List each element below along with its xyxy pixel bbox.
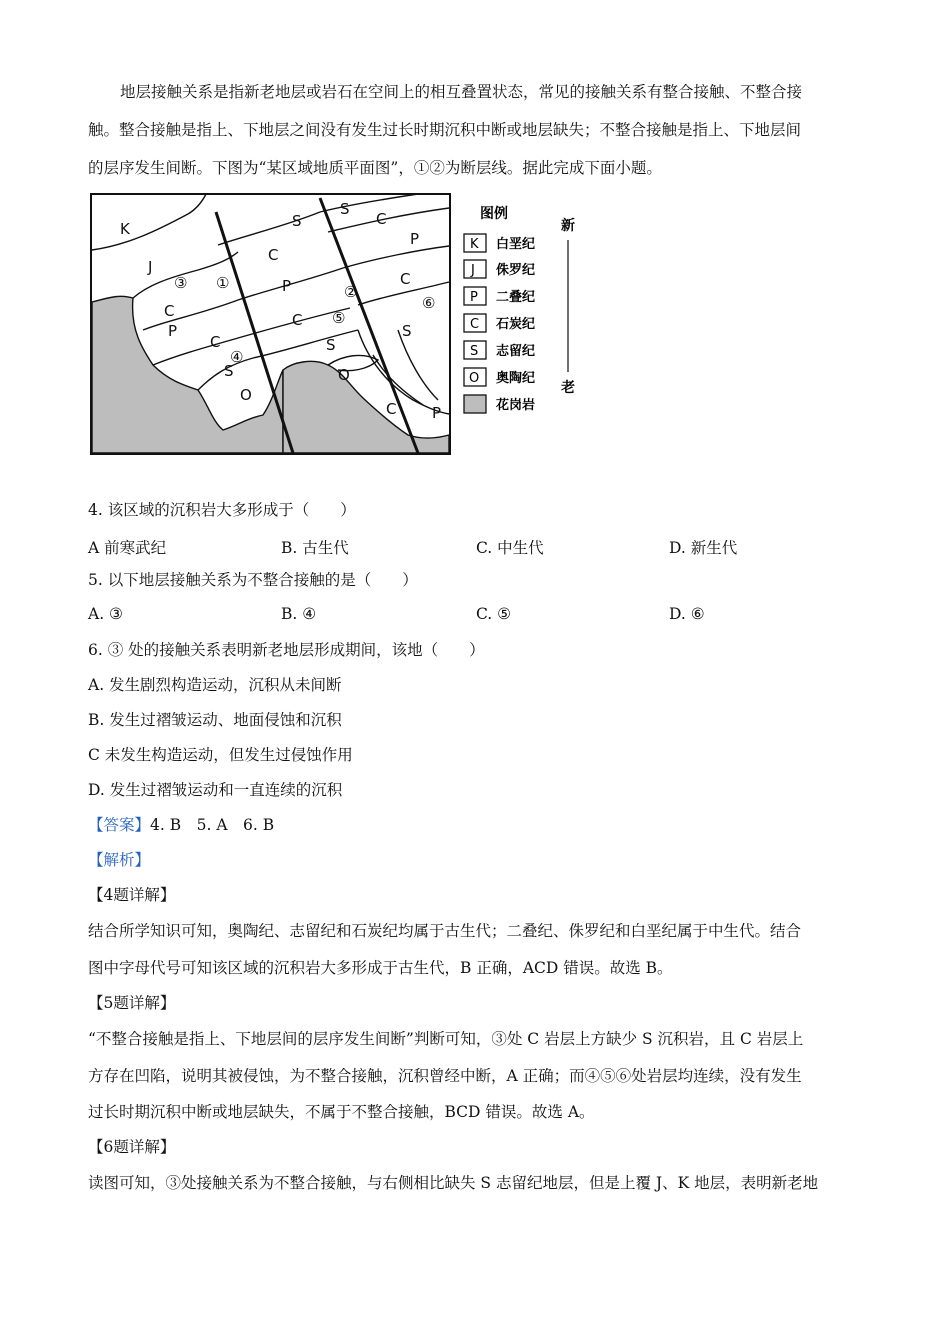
legend-item — [464, 368, 535, 386]
q6-option-d: D. 发生过褶皱运动和一直连续的沉积 — [88, 781, 343, 799]
map-label: S — [224, 362, 234, 380]
q6-stem: 6. ③ 处的接触关系表明新老地层形成期间，该地（ ） — [88, 641, 485, 659]
q5-option-a: A. ③ — [88, 605, 123, 623]
answer-text: 4. B 5. A 6. B — [150, 816, 275, 834]
svg-text:石炭纪: 石炭纪 — [496, 317, 536, 332]
q4-option-a: A 前寒武纪 — [88, 539, 167, 557]
map-label: J — [148, 258, 153, 276]
detail-4-line: 结合所学知识可知，奥陶纪、志留纪和石炭纪均属于古生代；二叠纪、侏罗纪和白垩纪属于中生代。结合 — [88, 922, 802, 940]
intro-line: 的层序发生间断。下图为“某区域地质平面图”，①②为断层线。据此完成下面小题。 — [88, 159, 662, 177]
q5-option-b: B. ④ — [281, 605, 317, 623]
map-label: S — [340, 200, 350, 218]
q4-stem: 4. 该区域的沉积岩大多形成于（ ） — [88, 501, 356, 519]
map-label: P — [282, 277, 292, 295]
answer-line — [88, 815, 868, 835]
q5-option-d: D. ⑥ — [669, 605, 705, 623]
svg-text:侏罗纪: 侏罗纪 — [496, 263, 536, 278]
q4-option-d: D. 新生代 — [669, 539, 738, 557]
map-label: P — [168, 322, 178, 340]
map-label: S — [402, 322, 412, 340]
map-label: C — [376, 210, 387, 228]
legend-item — [464, 260, 535, 278]
legend-title: 图例 — [480, 206, 508, 222]
map-label: C — [268, 246, 279, 264]
svg-text:K: K — [470, 237, 479, 252]
q4-option-b: B. 古生代 — [281, 539, 349, 557]
svg-text:志留纪: 志留纪 — [496, 344, 536, 359]
svg-text:S: S — [470, 344, 479, 359]
svg-text:O: O — [469, 371, 480, 386]
map-label: C — [292, 311, 303, 329]
svg-text:二叠纪: 二叠纪 — [496, 290, 536, 305]
detail-5-line: 方存在凹陷，说明其被侵蚀，为不整合接触，沉积曾经中断，A 正确；而④⑤⑥处岩层均连续，没有发生 — [88, 1067, 802, 1085]
detail-6-title: 【6题详解】 — [88, 1138, 176, 1156]
analysis-label: 【解析】 — [88, 851, 151, 869]
legend-item-granite — [464, 395, 535, 413]
svg-text:花岗岩: 花岗岩 — [496, 398, 536, 413]
detail-5-line: 过长时期沉积中断或地层缺失，不属于不整合接触，BCD 错误。故选 A。 — [88, 1103, 595, 1121]
q4-option-c: C. 中生代 — [476, 539, 544, 557]
detail-5-line: “不整合接触是指上、下地层间的层序发生间断”判断可知，③处 C 岩层上方缺少 S 沉积岩，且 C 岩层上 — [88, 1030, 804, 1048]
map-label: C — [386, 400, 397, 418]
map-label: C — [210, 333, 221, 351]
detail-4-title: 【4题详解】 — [88, 886, 176, 904]
svg-text:白垩纪: 白垩纪 — [496, 237, 536, 252]
q5-option-c: C. ⑤ — [476, 605, 512, 623]
geologic-map-figure — [88, 190, 588, 458]
map-label: ⑥ — [422, 294, 436, 312]
legend-item — [464, 287, 535, 305]
legend-item — [464, 234, 535, 252]
map-label: S — [292, 212, 302, 230]
map-label: C — [400, 270, 411, 288]
map-label: K — [120, 220, 130, 238]
legend-item — [464, 314, 535, 332]
scale-new-label: 新 — [561, 218, 575, 234]
scale-old-label: 老 — [561, 380, 575, 396]
svg-text:C: C — [470, 317, 480, 332]
map-label: ④ — [230, 348, 244, 366]
map-label: ② — [344, 283, 358, 301]
map-label: S — [326, 336, 336, 354]
q6-option-c: C 未发生构造运动，但发生过侵蚀作用 — [88, 746, 353, 764]
map-label: C — [164, 302, 175, 320]
svg-text:J: J — [471, 263, 475, 278]
map-label: P — [410, 230, 420, 248]
detail-4-line: 图中字母代号可知该区域的沉积岩大多形成于古生代，B 正确，ACD 错误。故选 B。 — [88, 959, 673, 977]
detail-6-line: 读图可知，③处接触关系为不整合接触，与右侧相比缺失 S 志留纪地层，但是上覆 J、K 地层，表明新老地 — [88, 1174, 819, 1192]
svg-text:奥陶纪: 奥陶纪 — [496, 371, 536, 386]
intro-paragraph — [88, 73, 868, 187]
map-label: ① — [216, 274, 230, 292]
detail-5-title: 【5题详解】 — [88, 994, 176, 1012]
q5-stem: 5. 以下地层接触关系为不整合接触的是（ ） — [88, 571, 418, 589]
map-label: O — [240, 386, 252, 404]
intro-line: 地层接触关系是指新老地层或岩石在空间上的相互叠置状态，常见的接触关系有整合接触、不整合接 — [120, 83, 803, 101]
legend-item — [464, 341, 535, 359]
answer-label: 【答案】 — [88, 816, 151, 834]
map-label: O — [338, 366, 350, 384]
q6-option-a: A. 发生剧烈构造运动，沉积从未间断 — [88, 676, 342, 694]
q6-option-b: B. 发生过褶皱运动、地面侵蚀和沉积 — [88, 711, 342, 729]
map-label: ⑤ — [332, 309, 346, 327]
intro-line: 触。整合接触是指上、下地层之间没有发生过长时期沉积中断或地层缺失；不整合接触是指上、下地层间 — [88, 121, 802, 139]
map-label: P — [432, 404, 442, 422]
svg-text:P: P — [470, 290, 478, 305]
map-label: ③ — [174, 274, 188, 292]
